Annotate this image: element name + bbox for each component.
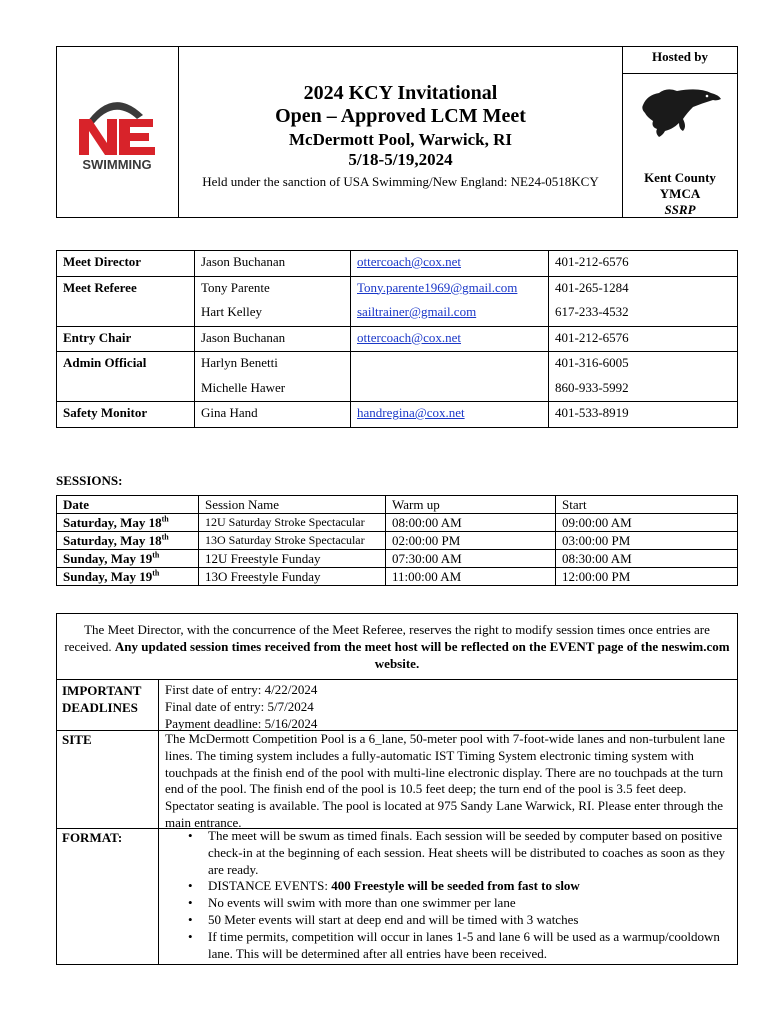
- session-row: [57, 568, 738, 586]
- col-warmup: Warm up: [386, 496, 556, 514]
- meet-subtitle: Open – Approved LCM Meet: [275, 105, 526, 127]
- session-start: 09:00:00 AM: [556, 514, 738, 532]
- final-entry-date: Final date of entry: 5/7/2024: [165, 698, 314, 714]
- otter-icon: [637, 83, 723, 139]
- col-start: Start: [556, 496, 738, 514]
- official-phone: 401-212-6576: [555, 254, 629, 269]
- official-names: [195, 326, 351, 352]
- format-list: [165, 828, 731, 962]
- payment-deadline: Payment deadline: 5/16/2024: [165, 715, 318, 731]
- host-name-line2: YMCA: [659, 186, 701, 201]
- session-date: Sunday, May 19th: [57, 550, 199, 568]
- official-phones: [549, 352, 738, 402]
- first-entry-date: First date of entry: 4/22/2024: [165, 682, 318, 697]
- official-phones: [549, 276, 738, 326]
- host-name: [623, 170, 737, 218]
- official-phone: 401-533-8919: [555, 405, 629, 420]
- official-role: [57, 276, 195, 326]
- official-row: [57, 276, 738, 326]
- officials-table: [56, 250, 738, 428]
- email-link[interactable]: handregina@cox.net: [357, 405, 465, 420]
- official-phone: 860-933-5992: [555, 379, 629, 395]
- hosted-by-label: Hosted by: [623, 47, 737, 74]
- session-date: Saturday, May 18th: [57, 532, 199, 550]
- col-date: Date: [57, 496, 199, 514]
- official-names: [195, 251, 351, 277]
- official-phone: 401-265-1284: [555, 279, 629, 295]
- meet-info-box: [56, 613, 738, 965]
- role-label: Admin Official: [63, 355, 147, 370]
- official-phones: [549, 326, 738, 352]
- official-name: Tony Parente: [201, 279, 270, 295]
- sessions-table: [56, 495, 738, 586]
- sessions-header-row: [57, 496, 738, 514]
- session-warmup: 11:00:00 AM: [386, 568, 556, 586]
- session-warmup: 07:30:00 AM: [386, 550, 556, 568]
- official-phones: [549, 402, 738, 428]
- email-cell: [351, 301, 548, 326]
- deadlines-label: IMPORTANT DEADLINES: [57, 680, 159, 730]
- format-label: FORMAT:: [57, 828, 159, 964]
- host-name-line1: Kent County: [644, 170, 716, 185]
- col-session-name: Session Name: [199, 496, 386, 514]
- session-name: 12U Freestyle Funday: [199, 550, 386, 568]
- email-link[interactable]: ottercoach@cox.net: [357, 329, 462, 345]
- email-cell: [351, 251, 548, 276]
- meet-dates: 5/18-5/19,2024: [348, 150, 453, 169]
- session-warmup: 08:00:00 AM: [386, 514, 556, 532]
- session-start: 12:00:00 PM: [556, 568, 738, 586]
- official-names: [195, 276, 351, 326]
- session-warmup: 02:00:00 PM: [386, 532, 556, 550]
- deadlines-body: [165, 682, 731, 732]
- email-link[interactable]: ottercoach@cox.net: [357, 254, 462, 269]
- official-emails: [351, 352, 549, 402]
- official-row: [57, 326, 738, 352]
- email-cell: [351, 402, 548, 427]
- official-name: Jason Buchanan: [201, 329, 286, 345]
- session-time-notice: [57, 614, 737, 680]
- official-name: Hart Kelley: [201, 304, 263, 319]
- role-label: Safety Monitor: [63, 405, 148, 420]
- session-row: [57, 514, 738, 532]
- official-row: [57, 402, 738, 428]
- official-names: [195, 352, 351, 402]
- ne-swimming-logo-icon: [57, 47, 178, 217]
- host-name-line3: SSRP: [664, 202, 696, 217]
- official-row: [57, 352, 738, 402]
- official-emails: [351, 402, 549, 428]
- format-item: • If time permits, competition will occur in lanes 1-5 and lane 6 will be used as a warmup/cooldown lane. This will be determined after all entries have been received.: [208, 929, 731, 963]
- format-item: • DISTANCE EVENTS: 400 Freestyle will be seeded from fast to slow: [208, 878, 731, 895]
- session-name: 13O Freestyle Funday: [199, 568, 386, 586]
- email-empty: [351, 352, 548, 377]
- logo-word: SWIMMING: [82, 157, 152, 172]
- session-start: 03:00:00 PM: [556, 532, 738, 550]
- session-date: Saturday, May 18th: [57, 514, 199, 532]
- session-date: Sunday, May 19th: [57, 568, 199, 586]
- format-item: • The meet will be swum as timed finals. Each session will be seeded by computer based on positive check-in at the beginning of each session. Heat sheets will be distributed to coaches as soon as they are ready.: [208, 828, 731, 878]
- title-cell: [178, 47, 623, 217]
- official-name: Gina Hand: [201, 405, 258, 420]
- session-name: 13O Saturday Stroke Spectacular: [199, 532, 386, 550]
- meet-header: [56, 46, 738, 218]
- notice-text: The Meet Director, with the concurrence of the Meet Referee, reserves the right to modify session times once entries are received.: [64, 622, 710, 654]
- format-item: • 50 Meter events will start at deep end and will be timed with 3 watches: [208, 912, 731, 929]
- official-role: [57, 402, 195, 428]
- email-link[interactable]: sailtrainer@gmail.com: [357, 304, 477, 319]
- email-cell: [351, 277, 548, 302]
- host-cell: [622, 47, 737, 217]
- session-name: 12U Saturday Stroke Spectacular: [199, 514, 386, 532]
- official-names: [195, 402, 351, 428]
- site-label: SITE: [57, 730, 159, 828]
- role-label: Meet Director: [63, 254, 142, 269]
- official-phone: 401-316-6005: [555, 355, 629, 370]
- email-cell: [351, 327, 548, 352]
- role-label: Meet Referee: [63, 279, 137, 295]
- sanction-text: Held under the sanction of USA Swimming/New England: NE24-0518KCY: [202, 174, 599, 189]
- notice-bold-text: Any updated session times received from the meet host will be reflected on the EVENT page of the neswim.com website.: [114, 639, 730, 671]
- session-start: 08:30:00 AM: [556, 550, 738, 568]
- role-label: Entry Chair: [63, 329, 132, 345]
- official-phone: 617-233-4532: [555, 304, 629, 319]
- official-name: Harlyn Benetti: [201, 355, 278, 370]
- format-item: • No events will swim with more than one swimmer per lane: [208, 895, 731, 912]
- session-row: [57, 532, 738, 550]
- official-emails: [351, 276, 549, 326]
- format-body: [165, 828, 731, 962]
- official-role: [57, 326, 195, 352]
- session-row: [57, 550, 738, 568]
- official-name: Michelle Hawer: [201, 379, 286, 395]
- email-link[interactable]: Tony.parente1969@gmail.com: [357, 279, 518, 295]
- sessions-heading: SESSIONS:: [56, 473, 123, 488]
- meet-title: 2024 KCY Invitational: [303, 82, 498, 104]
- official-phones: [549, 251, 738, 277]
- official-role: [57, 352, 195, 402]
- official-emails: [351, 326, 549, 352]
- official-phone: 401-212-6576: [555, 329, 629, 345]
- official-row: [57, 251, 738, 277]
- meet-venue: McDermott Pool, Warwick, RI: [289, 130, 512, 149]
- official-name: Jason Buchanan: [201, 254, 286, 269]
- official-emails: [351, 251, 549, 277]
- logo-cell: [57, 47, 179, 217]
- email-empty: [351, 377, 548, 402]
- official-role: [57, 251, 195, 277]
- site-text: The McDermott Competition Pool is a 6_lane, 50-meter pool with 7-foot-wide lanes and non-turbulent lane lines. The timing system includes a fully-automatic IST Timing System electronic timing system with touchpads at the finish end of the pool with multi-line electronic display. There are no touchpads at the turn end of the pool. The finish end of the pool is 10.5 feet deep; the turn end of the pool is 3.5 feet deep. Spectator seating is available. The pool is located at 975 Sandy Lane Warwick, RI. Please enter through the main entrance.: [165, 731, 725, 830]
